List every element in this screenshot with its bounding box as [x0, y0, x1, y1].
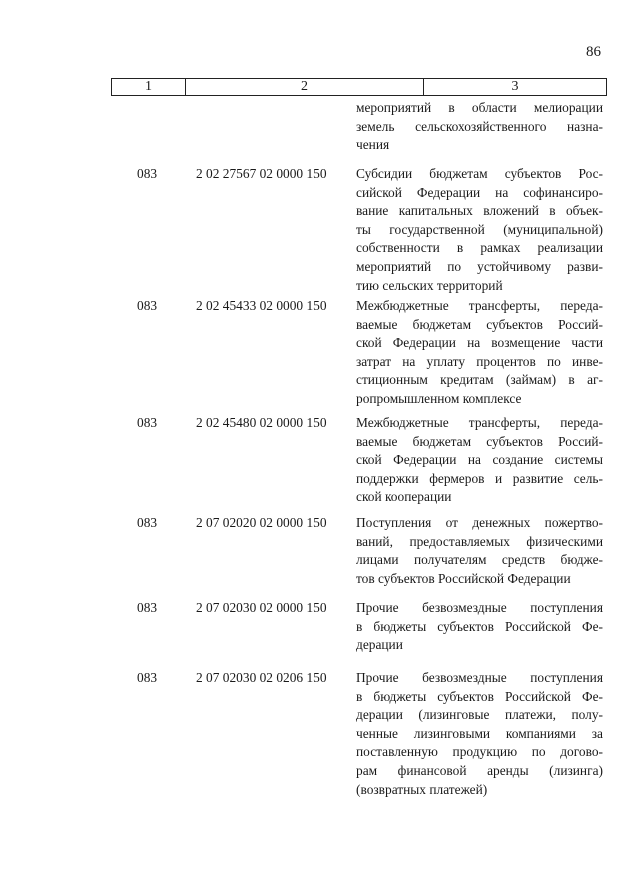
description-line: ропромышленном комплексе — [356, 390, 522, 406]
description-line: чения — [356, 137, 390, 153]
description-line: ваемые бюджетам субъектов Россий- — [356, 433, 603, 449]
description-line: ты государственной (муниципальной) — [356, 221, 603, 237]
description-line: вание капитальных вложений в объек- — [356, 203, 603, 219]
description-line: Межбюджетные трансферты, переда- — [356, 415, 603, 430]
description-line: дерации — [356, 637, 403, 653]
description-line: мероприятий по устойчивому разви- — [356, 258, 603, 274]
description-line: (возвратных платежей) — [356, 781, 488, 797]
description-line: сийской Федерации на софинансиро- — [356, 184, 603, 200]
admin-code: 083 — [137, 166, 158, 181]
description-line: Субсидии бюджетам субъектов Рос- — [356, 166, 603, 181]
description-line: ской Федерации на возмещение части — [356, 335, 603, 351]
description-line: ской Федерации на создание системы — [356, 452, 603, 468]
description-line: в бюджеты субъектов Российской Фе- — [356, 688, 603, 704]
header-col-2: 2 — [186, 79, 424, 95]
admin-code: 083 — [137, 670, 158, 685]
income-description — [356, 165, 603, 295]
description-line: мероприятий в области мелиорации — [356, 100, 603, 115]
description-line: ваний, предоставляемых физическими — [356, 533, 603, 549]
header-col-1: 1 — [112, 79, 186, 95]
income-description — [356, 297, 603, 409]
description-line: Прочие безвозмездные поступления — [356, 600, 603, 615]
income-description — [356, 599, 603, 655]
admin-code: 083 — [137, 415, 158, 430]
page-number: 86 — [586, 44, 601, 60]
admin-code: 083 — [137, 298, 158, 313]
description-line: ченные лизинговыми компаниями за — [356, 725, 603, 741]
income-code: 2 02 45480 02 0000 150 — [196, 415, 327, 430]
income-description — [356, 514, 603, 588]
description-line: ваемые бюджетам субъектов Россий- — [356, 316, 603, 332]
description-line: стиционным кредитам (займам) в аг- — [356, 372, 603, 388]
description-line: в бюджеты субъектов Российской Фе- — [356, 618, 603, 634]
description-line: тию сельских территорий — [356, 277, 503, 293]
income-description — [356, 414, 603, 507]
description-line: поставленную продукцию по догово- — [356, 744, 603, 760]
description-line: поддержки фермеров и развитие сель- — [356, 470, 603, 486]
income-code: 2 07 02020 02 0000 150 — [196, 515, 327, 530]
income-code: 2 02 27567 02 0000 150 — [196, 166, 327, 181]
income-code: 2 07 02030 02 0206 150 — [196, 670, 327, 685]
description-line: собственности в рамках реализации — [356, 240, 603, 256]
admin-code: 083 — [137, 515, 158, 530]
description-line: земель сельскохозяйственного назна- — [356, 118, 603, 134]
description-line: рам финансовой аренды (лизинга) — [356, 762, 603, 778]
table-header — [111, 78, 607, 96]
description-line: ской кооперации — [356, 489, 452, 505]
description-line: лицами получателям средств бюдже- — [356, 552, 603, 568]
admin-code: 083 — [137, 600, 158, 615]
header-col-3: 3 — [511, 79, 519, 94]
description-line: Межбюджетные трансферты, переда- — [356, 298, 603, 313]
income-code: 2 07 02030 02 0000 150 — [196, 600, 327, 615]
income-code: 2 02 45433 02 0000 150 — [196, 298, 327, 313]
continued-description — [356, 99, 603, 155]
description-line: тов субъектов Российской Федерации — [356, 570, 571, 586]
income-description — [356, 669, 603, 799]
description-line: Прочие безвозмездные поступления — [356, 670, 603, 685]
description-line: дерации (лизинговые платежи, полу- — [356, 707, 603, 723]
description-line: затрат на уплату процентов по инве- — [356, 353, 603, 369]
description-line: Поступления от денежных пожертво- — [356, 515, 603, 530]
